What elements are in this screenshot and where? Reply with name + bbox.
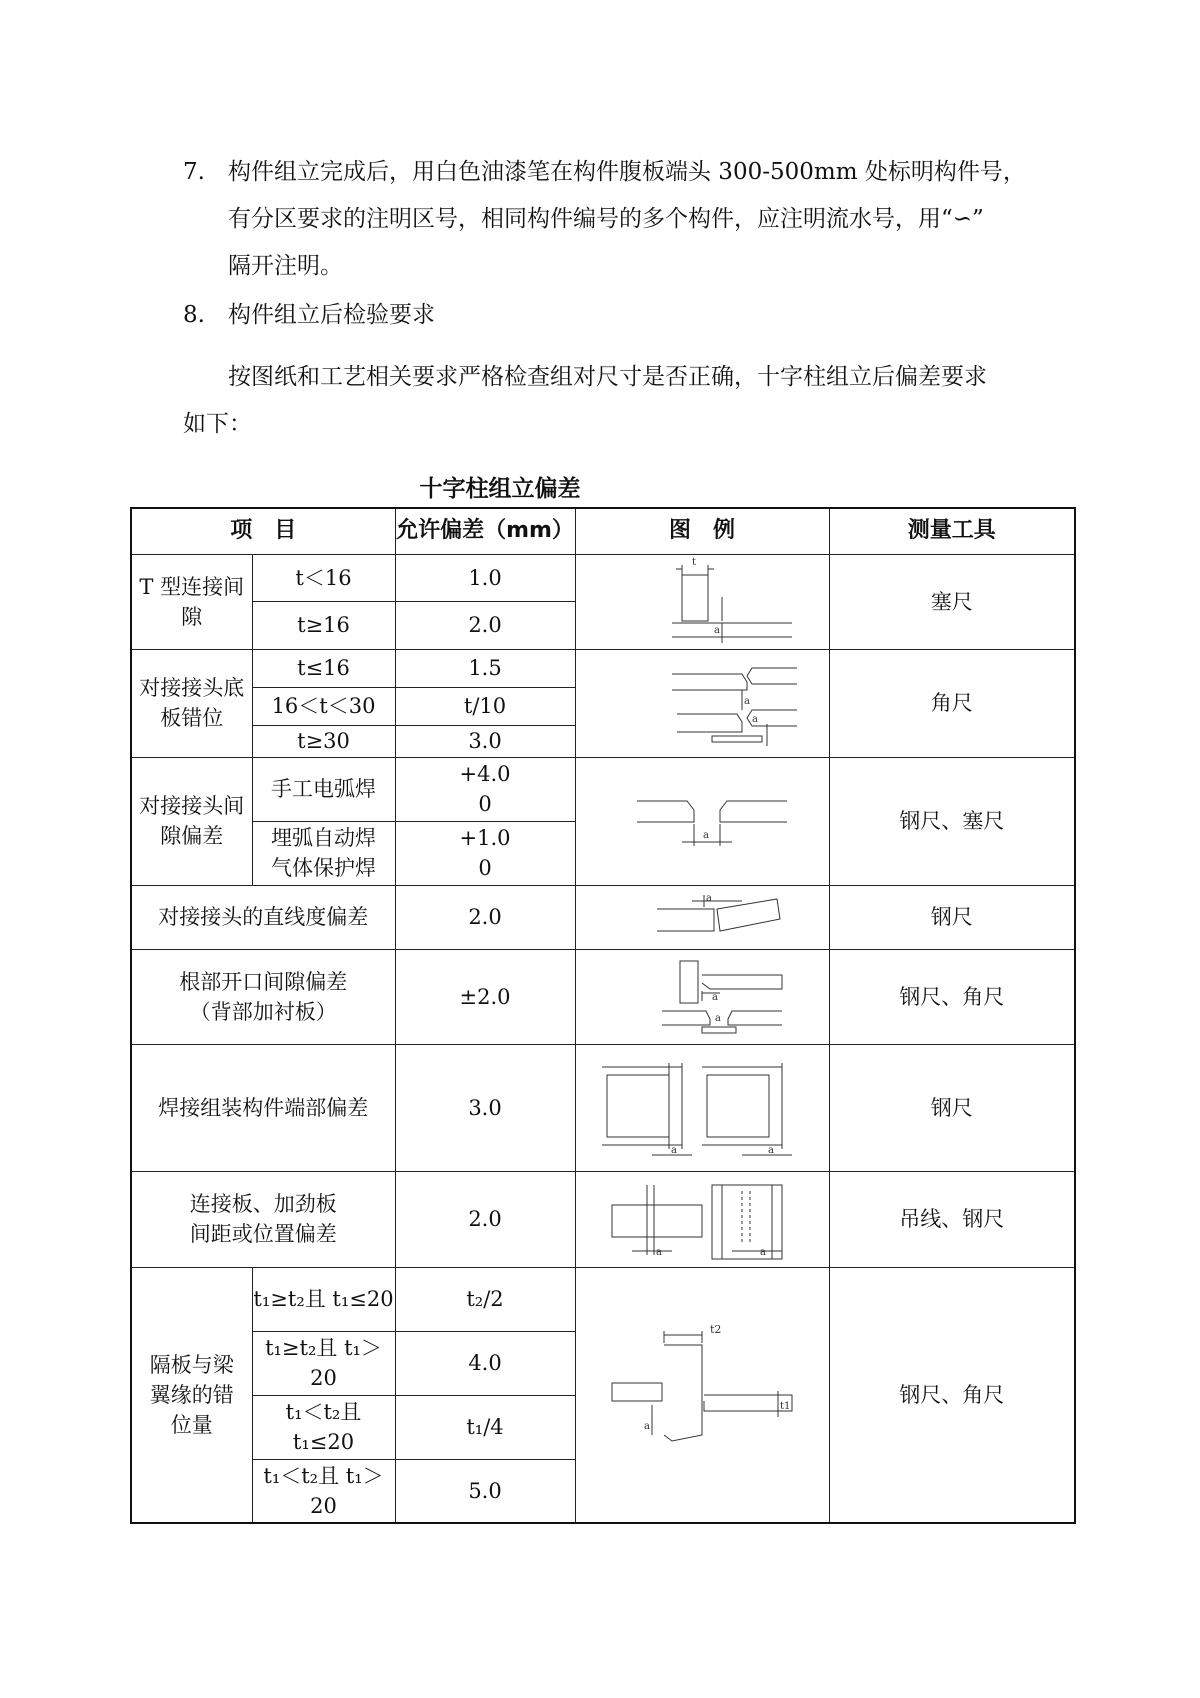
table-row: [131, 1044, 1075, 1171]
item-butt-offset: 对接接头底板错位: [131, 649, 252, 757]
svg-text:a: a: [712, 991, 718, 1003]
item7-line1: 构件组立完成后，用白色油漆笔在构件腹板端头 300-500mm 处标明构件号，: [228, 159, 1026, 185]
header-tolerance: 允许偏差（mm）: [395, 508, 575, 554]
tool-end-dev: 钢尺: [829, 1044, 1075, 1171]
tool-straightness: 钢尺: [829, 885, 1075, 949]
figure-t-gap: [575, 554, 829, 649]
value-cell: ±2.0: [395, 949, 575, 1044]
value-cell: t₁/4: [395, 1395, 575, 1459]
item8-line1: 构件组立后检验要求: [228, 302, 435, 328]
table-header-row: [131, 508, 1075, 554]
svg-text:a: a: [768, 1144, 774, 1156]
figure-butt-gap: [575, 757, 829, 885]
value-cell: t₂/2: [395, 1267, 575, 1331]
figure-straightness: [575, 885, 829, 949]
value-cell: t/10: [395, 687, 575, 725]
svg-text:a: a: [703, 830, 709, 841]
cond-cell: t≥16: [252, 601, 395, 649]
figure-plate-spacing: [575, 1171, 829, 1267]
item7-number: 7.: [183, 159, 205, 185]
item-butt-gap: 对接接头间隙偏差: [131, 757, 252, 885]
svg-text:t1: t1: [780, 1400, 791, 1412]
svg-text:a: a: [671, 1144, 677, 1156]
value-cell: +1.0 0: [395, 821, 575, 885]
cond-cell: t≤16: [252, 649, 395, 687]
svg-text:a: a: [714, 624, 720, 636]
value-cell: +4.0 0: [395, 757, 575, 821]
item-t-gap: T 型连接间隙: [131, 554, 252, 649]
svg-text:a: a: [760, 1247, 766, 1258]
value-cell: 1.0: [395, 554, 575, 601]
cond-cell: t₁＜t₂且 t₁≤20: [252, 1395, 395, 1459]
svg-text:t2: t2: [710, 1324, 722, 1336]
item-end-dev: 焊接组装构件端部偏差: [131, 1044, 395, 1171]
table-row: [131, 1267, 1075, 1331]
tool-diaphragm: 钢尺、角尺: [829, 1267, 1075, 1523]
cond-cell: t₁≥t₂且 t₁≤20: [252, 1267, 395, 1331]
value-cell: 5.0: [395, 1459, 575, 1523]
svg-text:t: t: [692, 556, 697, 568]
cond-cell: 手工电弧焊: [252, 757, 395, 821]
cond-cell: t₁≥t₂且 t₁＞20: [252, 1331, 395, 1395]
item8-number: 8.: [183, 302, 205, 328]
table-row: [131, 757, 1075, 821]
item-root-gap: 根部开口间隙偏差 （背部加衬板）: [131, 949, 395, 1044]
figure-diaphragm: [575, 1267, 829, 1523]
body-line1: 按图纸和工艺相关要求严格检查组对尺寸是否正确，十字柱组立后偏差要求: [228, 364, 987, 390]
header-figure: 图 例: [575, 508, 829, 554]
header-tool: 测量工具: [829, 508, 1075, 554]
svg-text:a: a: [752, 714, 758, 725]
value-cell: 4.0: [395, 1331, 575, 1395]
item-plate-spacing: 连接板、加劲板 间距或位置偏差: [131, 1171, 395, 1267]
svg-text:a: a: [644, 1420, 650, 1432]
svg-text:a: a: [656, 1247, 662, 1258]
tool-plate-spacing: 吊线、钢尺: [829, 1171, 1075, 1267]
value-cell: 2.0: [395, 601, 575, 649]
value-cell: 3.0: [395, 725, 575, 757]
value-cell: 2.0: [395, 885, 575, 949]
table-row: [131, 649, 1075, 687]
tool-t-gap: 塞尺: [829, 554, 1075, 649]
cond-cell: t₁＜t₂且 t₁＞20: [252, 1459, 395, 1523]
table-row: [131, 885, 1075, 949]
body-line2: 如下：: [183, 411, 252, 437]
value-cell: 3.0: [395, 1044, 575, 1171]
figure-butt-offset: [575, 649, 829, 757]
cond-cell: 埋弧自动焊 气体保护焊: [252, 821, 395, 885]
item7-line3: 隔开注明。: [228, 253, 343, 279]
table-caption: 十字柱组立偏差: [419, 476, 581, 502]
tool-butt-offset: 角尺: [829, 649, 1075, 757]
table-row: [131, 1171, 1075, 1267]
cond-cell: t＜16: [252, 554, 395, 601]
item-diaphragm: 隔板与梁 翼缘的错 位量: [131, 1267, 252, 1523]
svg-text:a: a: [706, 893, 712, 904]
figure-end-dev: [575, 1044, 829, 1171]
figure-root-gap: [575, 949, 829, 1044]
svg-text:a: a: [715, 1012, 721, 1024]
tolerance-table: [130, 507, 1076, 1524]
svg-text:a: a: [744, 696, 750, 707]
cond-cell: 16＜t＜30: [252, 687, 395, 725]
header-item: 项 目: [131, 508, 395, 554]
value-cell: 1.5: [395, 649, 575, 687]
table-row: [131, 949, 1075, 1044]
cond-cell: t≥30: [252, 725, 395, 757]
item7-line2: 有分区要求的注明区号，相同构件编号的多个构件，应注明流水号，用“∽”: [228, 206, 984, 232]
table-row: [131, 554, 1075, 601]
tool-butt-gap: 钢尺、塞尺: [829, 757, 1075, 885]
value-cell: 2.0: [395, 1171, 575, 1267]
item-straightness: 对接接头的直线度偏差: [131, 885, 395, 949]
tool-root-gap: 钢尺、角尺: [829, 949, 1075, 1044]
